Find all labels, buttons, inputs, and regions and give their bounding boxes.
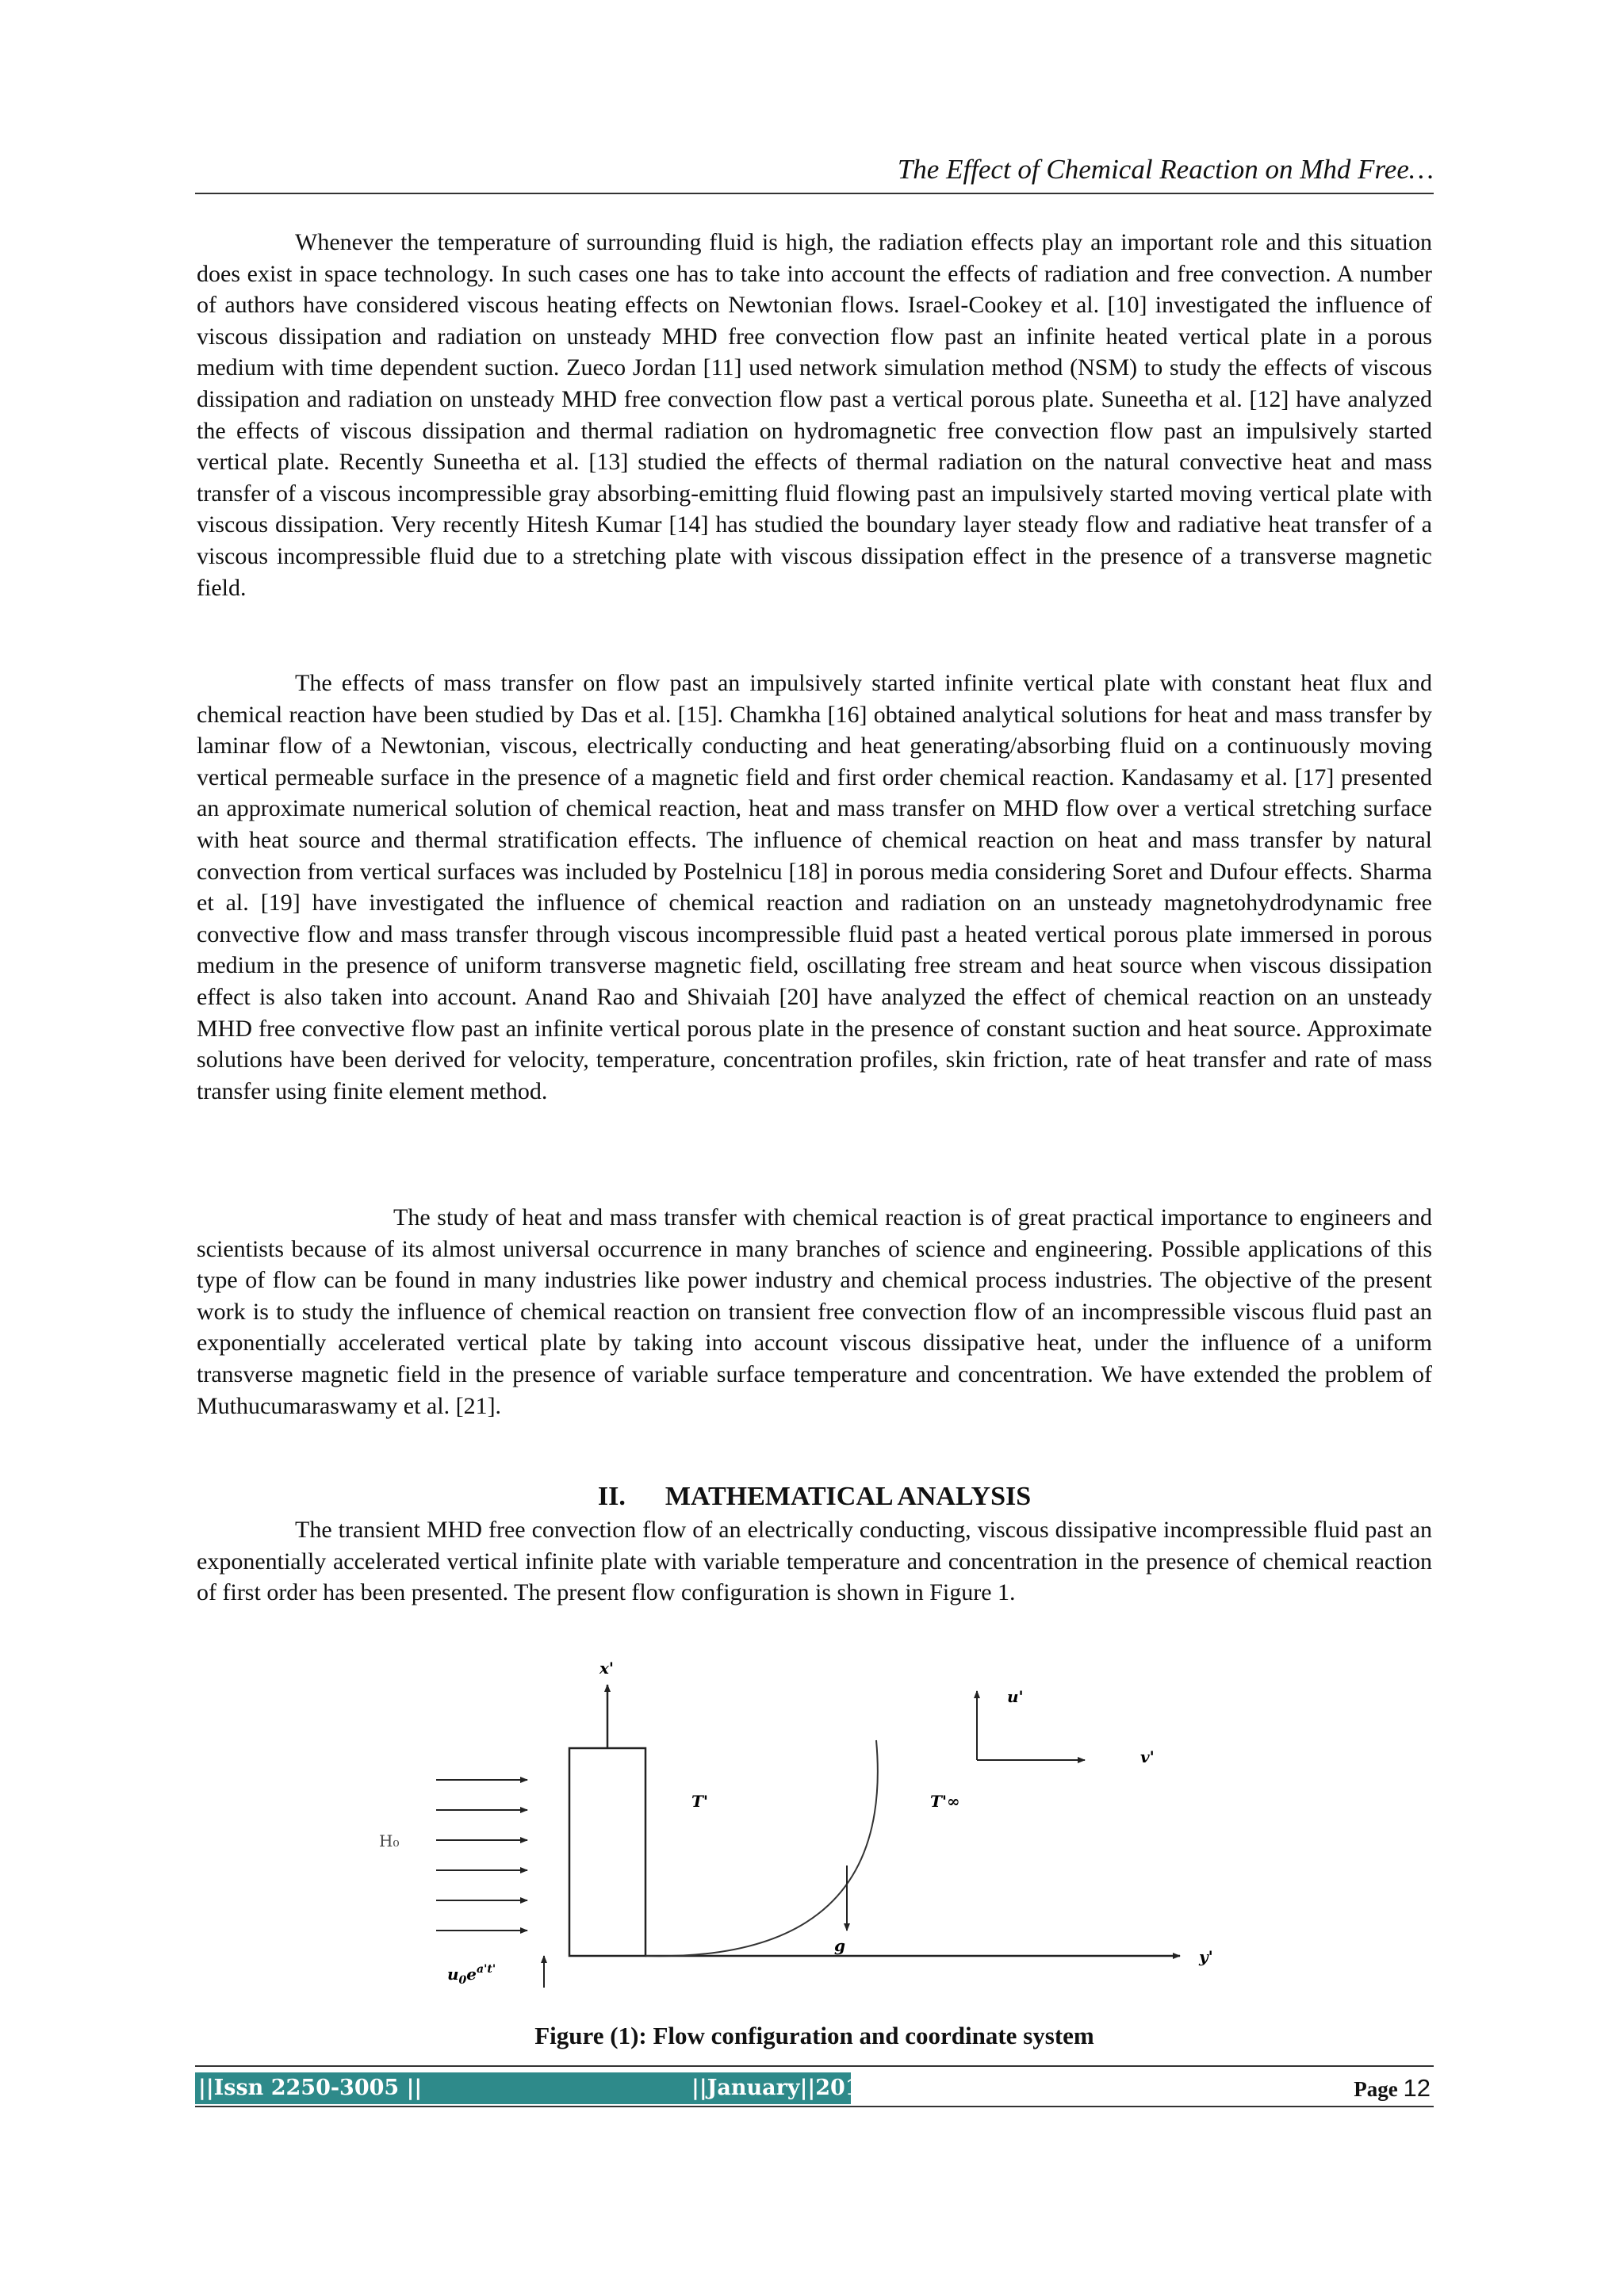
paragraph-2: The effects of mass transfer on flow past an impulsively started infinite vertical plate with constant heat flux and chemical reaction have been studied by Das et al. [15]. Chamkha [16] obtained analytical solutions for heat and mass transfer by laminar flow of a Newtonian, viscous, electrically conducting and heat generating/absorbing fluid on a continuously moving vertical permeable surface in the presence of a magnetic field and first order chemical reaction. Kandasamy et al. [17] presented an approximate numerical solution of chemical reaction, heat and mass transfer on MHD flow over a vertical stretching surface with heat source and thermal stratification effects. The influence of chemical reaction on heat and mass transfer by natural convection from vertical surfaces was included by Postelnicu [18] in porous media considering Soret and Dufour effects. Sharma et al. [19] have investigated the influence of chemical reaction and radiation on an unsteady magnetohydrodynamic free convective flow and mass transfer through viscous incompressible fluid past a heated vertical porous plate immersed in porous medium in the presence of uniform transverse magnetic field, oscillating free stream and heat source when viscous dissipation effect is also taken into account. Anand Rao and Shivaiah [20] have analyzed the effect of chemical reaction on an unsteady MHD free convective flow past an infinite vertical porous plate in the presence of constant suction and heat source. Approximate solutions have been derived for velocity, temperature, concentration profiles, skin friction, rate of heat transfer and rate of mass transfer using finite element method.: [197, 670, 1432, 1104]
y-axis-label: y': [1199, 1947, 1213, 1966]
footer-issn: ||Issn 2250-3005 ||: [198, 2076, 423, 2100]
footer-page-number: [1354, 2072, 1431, 2105]
v-axis-label: v': [1140, 1747, 1155, 1766]
flow-configuration-figure: [349, 1661, 1269, 2010]
magnetic-field-label: H₀: [379, 1831, 400, 1850]
running-title: The Effect of Chemical Reaction on Mhd Free…: [897, 154, 1434, 185]
footer-top-rule: [195, 2065, 1434, 2067]
paragraph-1: Whenever the temperature of surrounding fluid is high, the radiation effects play an important role and this situation does exist in space technology. In such cases one has to take into account the effects of radiation and free convection. A number of authors have considered viscous heating effects on Newtonian flows. Israel-Cookey et al. [10] investigated the influence of viscous dissipation and radiation on unsteady MHD free convection flow past an infinite heated vertical plate in a porous medium with time dependent suction. Zueco Jordan [11] used network simulation method (NSM) to study the effects of viscous dissipation and radiation on unsteady MHD free convection flow past a vertical porous plate. Suneetha et al. [12] have analyzed the effects of viscous dissipation and thermal radiation on hydromagnetic free convection flow past an impulsively started vertical plate. Recently Suneetha et al. [13] studied the effects of thermal radiation on the natural convective heat and mass transfer of a viscous incompressible gray absorbing-emitting fluid flowing past an impulsively started moving vertical plate with viscous dissipation. Very recently Hitesh Kumar [14] has studied the boundary layer steady flow and radiative heat transfer of a viscous incompressible fluid due to a stretching plate with viscous dissipation effect in the presence of a transverse magnetic field.: [197, 229, 1432, 601]
plate-velocity-label: $u_0e^{a't'}$: [447, 1963, 496, 1987]
paragraph-4: The transient MHD free convection flow of an electrically conducting, viscous dissipative incompressible fluid past an exponentially accelerated vertical infinite plate with variable temperature and concentration in the presence of chemical reaction of first order has been presented. The present flow configuration is shown in Figure 1.: [197, 1517, 1432, 1606]
figure-caption: Figure (1): Flow configuration and coordinate system: [534, 2022, 1094, 2049]
paragraph-3: The study of heat and mass transfer with chemical reaction is of great practical importance to engineers and scientists because of its almost universal occurrence in many branches of science and engineering. Possible applications of this type of flow can be found in many industries like power industry and chemical process industries. The objective of the present work is to study the influence of chemical reaction on transient free convection flow of an incompressible viscous fluid past an exponentially accelerated vertical plate by taking into account viscous dissipative heat, under the influence of a uniform transverse magnetic field in the presence of variable surface temperature and concentration. We have extended the problem of Muthucumaraswamy et al. [21].: [197, 1204, 1432, 1419]
page-footer: [195, 2072, 1434, 2104]
footer-date: ||January||2014||: [691, 2076, 891, 2100]
footer-bottom-rule: [195, 2106, 1434, 2107]
section-heading: [197, 1481, 1432, 1513]
page-label: Page: [1354, 2077, 1398, 2101]
magnetic-field-arrows: [436, 1780, 527, 1931]
vertical-plate: [569, 1748, 645, 1956]
x-axis-label: x': [599, 1661, 615, 1678]
header-rule: [195, 193, 1434, 194]
section-title: MATHEMATICAL ANALYSIS: [665, 1482, 1032, 1511]
gravity-label: g: [834, 1936, 845, 1955]
free-stream-temperature-label: T'∞: [930, 1792, 960, 1811]
boundary-layer-curve: [645, 1740, 878, 1956]
temperature-label: T': [691, 1792, 709, 1811]
u-axis-label: u': [1007, 1687, 1024, 1706]
page-number: 12: [1403, 2074, 1431, 2102]
section-number: II.: [597, 1482, 626, 1511]
